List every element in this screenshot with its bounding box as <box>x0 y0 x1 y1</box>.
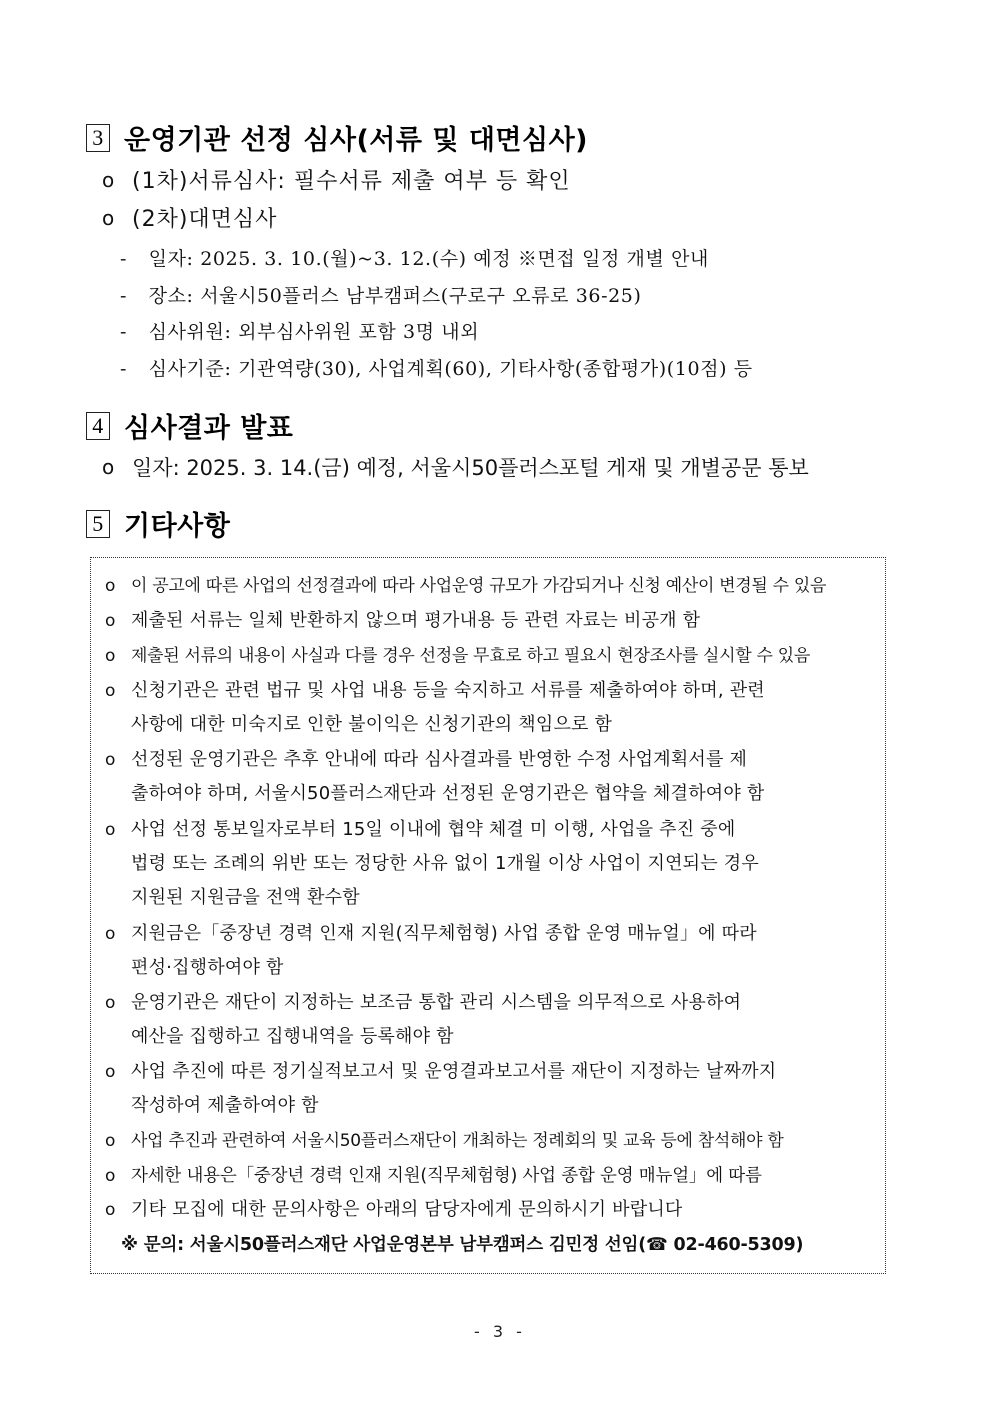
bullet-marker: o <box>102 167 116 192</box>
notice-text: 지원금은「중장년 경력 인재 지원(직무체험형) 사업 종합 운영 매뉴얼」에 따라 <box>131 923 757 944</box>
notice-text: 기타 모집에 대한 문의사항은 아래의 담당자에게 문의하시기 바랍니다 <box>131 1199 683 1220</box>
bullet-marker: o <box>105 611 116 631</box>
bullet-marker: o <box>105 750 116 770</box>
section-3-heading <box>86 118 588 157</box>
bullet-marker: o <box>105 924 116 944</box>
notice-text-continued: 편성·집행하여야 함 <box>131 957 284 978</box>
bullet-item <box>102 202 277 233</box>
bullet-marker: o <box>105 820 116 840</box>
dash-marker: - <box>120 321 128 343</box>
notice-text-continued: 작성하여 제출하여야 함 <box>131 1095 319 1116</box>
notice-text: 운영기관은 재단이 지정하는 보조금 통합 관리 시스템을 의무적으로 사용하여 <box>131 992 742 1013</box>
notice-text: 이 공고에 따른 사업의 선정결과에 따라 사업운영 규모가 가감되거나 신청 예산이 변경될 수 있음 <box>131 576 827 596</box>
notice-item <box>105 917 757 951</box>
section-title: 심사결과 발표 <box>124 413 294 444</box>
notice-item <box>105 986 741 1020</box>
bullet-marker: o <box>105 1166 116 1186</box>
section-number-box: 4 <box>86 412 110 440</box>
sub-item-text: 심사기준: 기관역량(30), 사업계획(60), 기타사항(종합평가)(10점) 등 <box>148 358 753 380</box>
bullet-item <box>102 164 571 195</box>
notice-item <box>105 569 826 603</box>
sub-item <box>120 281 642 308</box>
dash-marker: - <box>120 248 128 270</box>
notice-box <box>90 557 886 1274</box>
bullet-marker: o <box>105 576 116 596</box>
notice-text-continued: 출하여야 하며, 서울시50플러스재단과 선정된 운영기관은 협약을 체결하여야 함 <box>131 783 765 804</box>
bullet-marker: o <box>102 205 116 230</box>
notice-text-continued: 예산을 집행하고 집행내역을 등록해야 함 <box>131 1026 454 1047</box>
notice-item <box>105 1159 762 1193</box>
notice-item <box>105 813 735 847</box>
bullet-marker: o <box>102 455 115 479</box>
bullet-marker: o <box>105 1200 116 1220</box>
bullet-marker: o <box>105 1131 116 1151</box>
contact-line <box>121 1228 803 1262</box>
notice-item <box>105 604 700 638</box>
bullet-marker: o <box>105 993 116 1013</box>
page-number: - 3 - <box>474 1322 526 1341</box>
notice-text: 제출된 서류의 내용이 사실과 다를 경우 선정을 무효로 하고 필요시 현장조사를 실시할 수 있음 <box>131 646 810 666</box>
notice-text: 자세한 내용은「중장년 경력 인재 지원(직무체험형) 사업 종합 운영 매뉴얼」에 따름 <box>131 1166 762 1186</box>
bullet-text: (1차)서류심사: 필수서류 제출 여부 등 확인 <box>132 169 571 194</box>
sub-item <box>120 244 709 271</box>
bullet-marker: o <box>105 681 116 701</box>
section-number-box: 5 <box>86 510 110 538</box>
sub-item-text: 장소: 서울시50플러스 남부캠퍼스(구로구 오류로 36-25) <box>148 285 642 307</box>
sub-item-text: 심사위원: 외부심사위원 포함 3명 내외 <box>148 321 480 343</box>
notice-text-continued: 지원된 지원금을 전액 환수함 <box>131 887 360 908</box>
bullet-text: 일자: 2025. 3. 14.(금) 예정, 서울시50플러스포털 게재 및 개별공문 통보 <box>132 456 809 480</box>
sub-item-text: 일자: 2025. 3. 10.(월)~3. 12.(수) 예정 ※면접 일정 개별 안내 <box>148 248 710 270</box>
section-number-box: 3 <box>86 124 110 152</box>
bullet-marker: o <box>105 646 116 666</box>
notice-text: 사업 추진과 관련하여 서울시50플러스재단이 개최하는 정례회의 및 교육 등에 참석해야 함 <box>131 1131 784 1151</box>
contact-prefix: ※ 문의: 서울시50플러스재단 사업운영본부 남부캠퍼스 김민정 선임( <box>121 1235 647 1255</box>
dash-marker: - <box>120 285 128 307</box>
section-title: 기타사항 <box>124 511 231 542</box>
bullet-item <box>102 452 809 482</box>
contact-phone: 02-460-5309) <box>667 1235 804 1255</box>
notice-text: 사업 추진에 따른 정기실적보고서 및 운영결과보고서를 재단이 지정하는 날짜까지 <box>131 1061 777 1082</box>
notice-item <box>105 743 747 777</box>
section-5-heading <box>86 504 230 543</box>
notice-item <box>105 1055 776 1089</box>
sub-item <box>120 354 753 381</box>
bullet-text: (2차)대면심사 <box>132 207 278 232</box>
notice-text-continued: 법령 또는 조례의 위반 또는 정당한 사유 없이 1개월 이상 사업이 지연되는 경우 <box>131 853 759 874</box>
sub-item <box>120 317 479 344</box>
notice-text: 신청기관은 관련 법규 및 사업 내용 등을 숙지하고 서류를 제출하여야 하며, 관련 <box>131 680 765 701</box>
bullet-marker: o <box>105 1062 116 1082</box>
phone-icon: ☎ <box>646 1235 668 1255</box>
dash-marker: - <box>120 358 128 380</box>
section-title: 운영기관 선정 심사(서류 및 대면심사) <box>124 125 589 156</box>
notice-item <box>105 1193 683 1227</box>
notice-text: 제출된 서류는 일체 반환하지 않으며 평가내용 등 관련 자료는 비공개 함 <box>131 610 701 631</box>
notice-item <box>105 1124 783 1158</box>
notice-item <box>105 639 810 673</box>
notice-text-continued: 사항에 대한 미숙지로 인한 불이익은 신청기관의 책임으로 함 <box>131 714 613 735</box>
section-4-heading <box>86 406 293 445</box>
notice-item <box>105 674 765 708</box>
notice-text: 선정된 운영기관은 추후 안내에 따라 심사결과를 반영한 수정 사업계획서를 제 <box>131 749 748 770</box>
notice-text: 사업 선정 통보일자로부터 15일 이내에 협약 체결 미 이행, 사업을 추진 중에 <box>131 819 736 840</box>
